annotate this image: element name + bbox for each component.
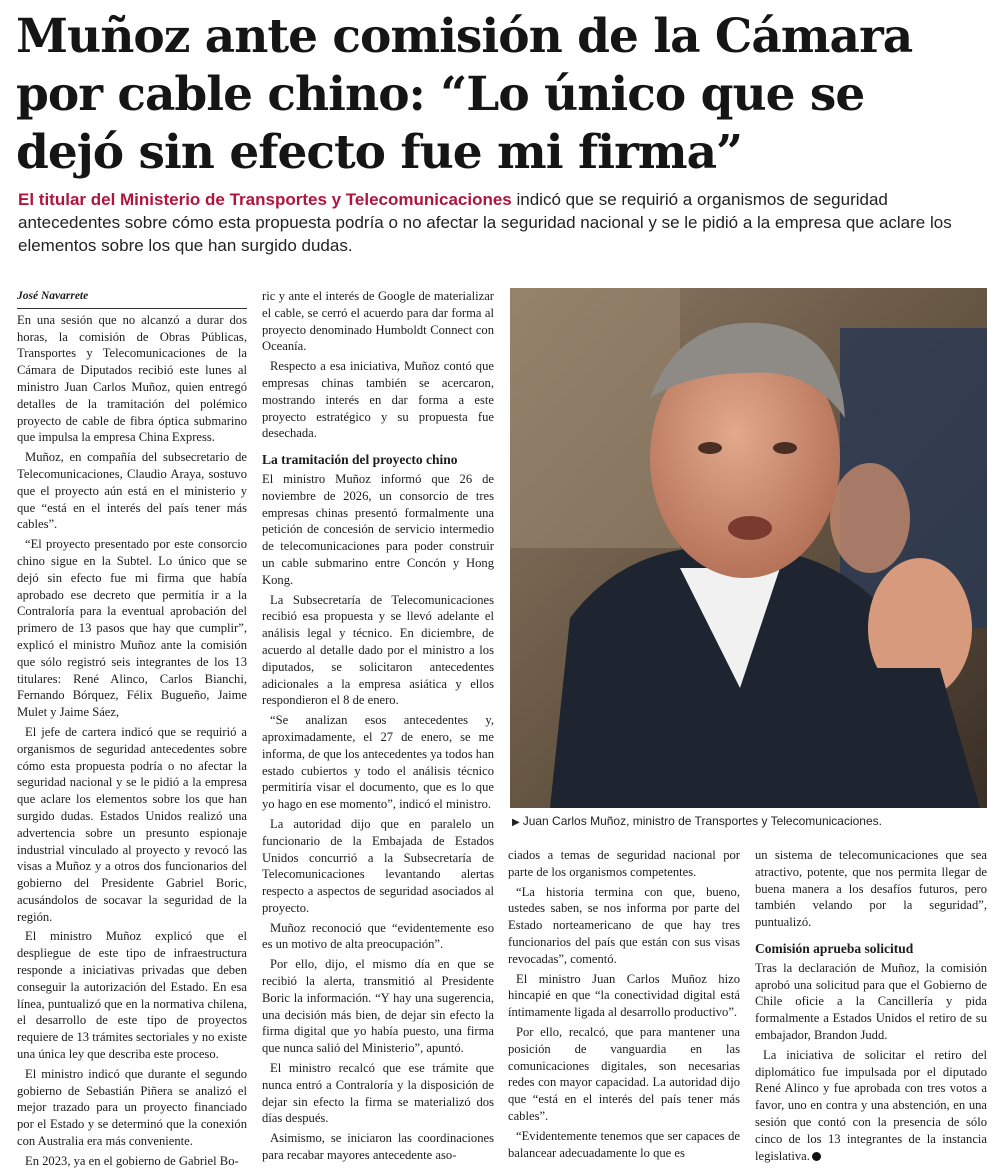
paragraph: Respecto a esa iniciativa, Muñoz contó que empresas chinas también se acercaron, mostrando interés en dar forma a este proyecto estratégico y su propuesta fue desechada. xyxy=(262,359,494,441)
article-column-1 xyxy=(17,288,247,1168)
paragraph-text: La iniciativa de solicitar el retiro del diplomático fue impulsada por el diputado René Alinco y fue aprobada con tres votos a favor, uno en contra y una abstención, en una sesión que contó con la presencia de sólo cinco de los 13 integrantes de la instancia legislativa. xyxy=(755,1047,987,1163)
paragraph: Por ello, dijo, el mismo día en que se recibió la alerta, transmitió al Presidente Boric la información. “Y hay una sugerencia, una decisión más bien, de dejar sin efecto la firma digital que yo había puesto, una firma que nunca salió del Ministerio”, apuntó. xyxy=(262,957,494,1056)
lead-paragraph xyxy=(18,188,978,257)
paragraph: En 2023, ya en el gobierno de Gabriel Bo- xyxy=(25,1153,239,1168)
paragraph: El ministro recalcó que ese trámite que nunca entró a Contraloría y la disposición de dejar sin efecto la firma se materializó dos días después. xyxy=(262,1061,494,1126)
paragraph: Muñoz, en compañía del subsecretario de Telecomunicaciones, Claudio Araya, sostuvo que el proyecto aún está en el ministerio y que “está en el interés del país tener más cables”. xyxy=(17,450,247,532)
photo-illustration xyxy=(510,288,987,808)
paragraph: La Subsecretaría de Telecomunicaciones recibió esa propuesta y se llevó adelante el análisis legal y técnico. En diciembre, de acuerdo al detalle dado por el ministro a los diputados, se solicitaron antecedentes adicionales a la empresa asiática y ellos respondieron el 8 de enero. xyxy=(262,592,494,708)
paragraph: “Se analizan esos antecedentes y, aproximadamente, el 27 de enero, se me informa, de que los antecedentes ya todos han estado cubiertos y todo el análisis técnico permitiría visar el documento, que es lo que yo hago en ese momento”, indicó el ministro. xyxy=(262,713,494,812)
paragraph xyxy=(755,1047,987,1165)
paragraph: Asimismo, se iniciaron las coordinaciones para recabar mayores antecedente aso- xyxy=(262,1131,494,1163)
subheading: La tramitación del proyecto chino xyxy=(262,452,458,468)
paragraph: El ministro Muñoz explicó que el despliegue de este tipo de infraestructura responde a iniciativas privadas que deben conseguir la autorización del Estado. En esa línea, puntualizó que en la normativa chilena, el desarrollo de este tipo de proyectos requiere de 13 trámites sectoriales y no existe una única ley que describa este proceso. xyxy=(17,929,247,1062)
subheading: Comisión aprueba solicitud xyxy=(755,940,914,956)
caption-text: Juan Carlos Muñoz, ministro de Transportes y Telecomunicaciones. xyxy=(522,814,882,828)
paragraph: El ministro indicó que durante el segundo gobierno de Sebastián Piñera se analizó el mejor trazado para un proyecto financiado por el Estado y se determinó que la conexión con Australia era más conveniente. xyxy=(17,1066,247,1149)
paragraph: “El proyecto presentado por este consorcio chino sigue en la Subtel. Lo único que se dejó sin efecto fue mi firma que había aprobado ese decreto que permitía ir a la Contraloría para la eventual aprobación del primero de 13 pasos que hay que cumplir”, explicó el ministro Muñoz ante la comisión que sólo registró seis integrantes de los 13 titulares: René Alinco, Carlos Bianchi, Fernando Bórquez, Félix Bugueño, Jaime Mulet y Jaime Sáez, xyxy=(17,537,247,720)
news-photo xyxy=(510,288,987,808)
end-mark-icon xyxy=(812,1152,821,1161)
paragraph: El jefe de cartera indicó que se requirió a organismos de seguridad antecedentes sobre cómo esta propuesta podría o no afectar la seguridad nacional y se le pidió a la empresa que aclare los elementos sobre los que han surgido dudas. Estados Unidos realizó una advertencia sobre un presunto espionaje industrial vinculado al proyecto y revocó las visas a Muñoz y a otros dos funcionarios del gobierno del Presidente Gabriel Boric, acusándolos de socavar la seguridad de la región. xyxy=(17,724,247,924)
paragraph: un sistema de telecomunicaciones que sea atractivo, potente, que nos permita llegar de buena manera a los desafíos futuros, pero también velando por la seguridad”, puntualizó. xyxy=(755,848,987,930)
article-column-2 xyxy=(262,288,494,1163)
photo-caption xyxy=(512,814,987,828)
article-column-3 xyxy=(508,847,740,1162)
paragraph: La autoridad dijo que en paralelo un funcionario de la Embajada de Estados Unidos concurrió a la Subsecretaría de Telecomunicaciones levantando alertas respecto a aspectos de seguridad asociados al proyecto. xyxy=(262,816,494,915)
paragraph: Muñoz reconoció que “evidentemente eso es un motivo de alta preocupación”. xyxy=(262,920,494,952)
paragraph: Tras la declaración de Muñoz, la comisión aprobó una solicitud para que el Gobierno de Chile oficie a la Cancillería y pida formalmente a Estados Unidos el retiro de su embajador, Brandon Judd. xyxy=(755,960,987,1042)
paragraph: En una sesión que no alcanzó a durar dos horas, la comisión de Obras Públicas, Transportes y Telecomunicaciones de la Cámara de Diputados recibió este lunes al ministro Juan Carlos Muñoz, quien entregó detalles de la tramitación del polémico proyecto de cable de fibra óptica submarino que impulsa la empresa China Express. xyxy=(17,312,247,445)
paragraph: ric y ante el interés de Google de materializar el cable, se cerró el acuerdo para dar forma al proyecto denominado Humboldt Connect con Oceanía. xyxy=(262,289,494,354)
lead-text: indicó que se requirió a organismos de seguridad antecedentes sobre cómo esta propuesta podría o no afectar la seguridad nacional y se le pidió a la empresa que aclare los elementos sobre los que han surgido dudas. xyxy=(18,190,952,255)
paragraph: ciados a temas de seguridad nacional por parte de los organismos competentes. xyxy=(508,848,740,879)
paragraph: “Evidentemente tenemos que ser capaces de balancear adecuadamente lo que es xyxy=(508,1128,740,1160)
paragraph: El ministro Juan Carlos Muñoz hizo hincapié en que “la conectividad digital está íntimamente ligada al desarrollo productivo”. xyxy=(508,971,740,1020)
headline: Muñoz ante comisión de la Cámara por cable chino: “Lo único que se dejó sin efecto fue mi firma” xyxy=(16,9,913,180)
lead-highlight: El titular del Ministerio de Transportes y Telecomunicaciones xyxy=(18,190,512,209)
byline: José Navarrete xyxy=(17,288,247,309)
triangle-icon: ▶ xyxy=(512,817,520,828)
article-column-4 xyxy=(755,847,987,1162)
paragraph: Por ello, recalcó, que para mantener una posición de vanguardia en las comunicaciones digitales, son necesarias redes con mayor capacidad. La autoridad dijo que “está en el interés del país tener más cables”. xyxy=(508,1024,740,1123)
paragraph: El ministro Muñoz informó que 26 de noviembre de 2026, un consorcio de tres empresas chinas presentó formalmente una petición de concesión de servicio intermedio de telecomunicaciones para poder construir un cable submarino entre Concón y Hong Kong. xyxy=(262,471,494,587)
paragraph: “La historia termina con que, bueno, ustedes saben, se nos informa por parte del Estado norteamericano de que hay tres funcionarios del país que están con sus visas revocadas”, comentó. xyxy=(508,884,740,966)
